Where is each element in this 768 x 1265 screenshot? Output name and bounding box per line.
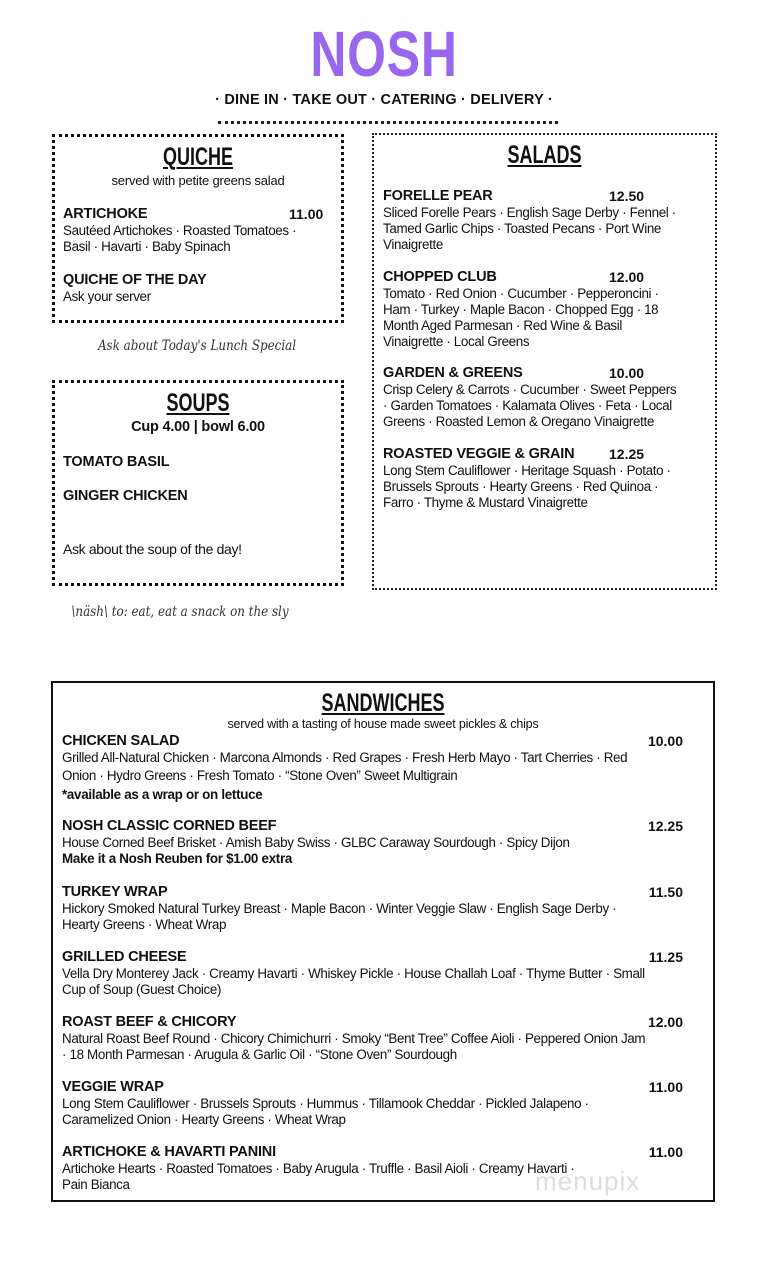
menu-item-price: 11.25 bbox=[648, 949, 683, 965]
menu-item-description: Ham · Turkey · Maple Bacon · Chopped Egg · 18 bbox=[383, 302, 659, 317]
soup-of-day-note: Ask about the soup of the day! bbox=[63, 541, 242, 557]
menu-item-name: VEGGIE WRAP bbox=[62, 1079, 164, 1095]
menu-item-description: Hearty Greens · Wheat Wrap bbox=[62, 917, 227, 932]
menu-item-description: Tamed Garlic Chips · Toasted Pecans · Port Wine bbox=[383, 221, 662, 236]
menu-item-price: 12.00 bbox=[647, 1014, 683, 1030]
menu-item-description: Vinaigrette bbox=[383, 237, 443, 252]
menu-item-price: 11.50 bbox=[648, 884, 683, 900]
menu-item-description: Month Aged Parmesan · Red Wine & Basil bbox=[383, 318, 623, 333]
menu-item-name: TURKEY WRAP bbox=[62, 884, 168, 900]
menu-item-price: 10.00 bbox=[609, 365, 645, 381]
menu-item-name: FORELLE PEAR bbox=[383, 188, 493, 204]
menu-item-name: GARDEN & GREENS bbox=[383, 365, 523, 381]
soup-item: GINGER CHICKEN bbox=[63, 488, 188, 504]
menu-item-name: NOSH CLASSIC CORNED BEEF bbox=[62, 818, 277, 834]
menu-item-description: Artichoke Hearts · Roasted Tomatoes · Baby Arugula · Truffle · Basil Aioli · Creamy Havarti · bbox=[62, 1161, 575, 1176]
soup-prices: Cup 4.00 | bowl 6.00 bbox=[131, 419, 265, 435]
menu-item-description: Caramelized Onion · Hearty Greens · Wheat Wrap bbox=[62, 1112, 346, 1127]
menu-item-description: Ask your server bbox=[63, 289, 151, 304]
menu-item-description: Cup of Soup (Guest Choice) bbox=[62, 982, 222, 997]
menu-item-name: ROASTED VEGGIE & GRAIN bbox=[383, 446, 575, 462]
menu-item-description: Long Stem Cauliflower · Brussels Sprouts · Hummus · Tillamook Cheddar · Pickled Jalapeno · bbox=[62, 1096, 589, 1111]
menu-item-description: Sliced Forelle Pears · English Sage Derby · Fennel · bbox=[383, 205, 676, 220]
menu-item-price: 12.50 bbox=[609, 188, 645, 204]
menu-item-description: Farro · Thyme & Mustard Vinaigrette bbox=[383, 495, 588, 510]
menu-item-description: Pain Bianca bbox=[62, 1177, 130, 1192]
watermark: menupix bbox=[535, 1166, 641, 1196]
menu-item-note: *available as a wrap or on lettuce bbox=[62, 787, 263, 802]
restaurant-logo: NOSH bbox=[310, 18, 458, 90]
lunch-special-note: Ask about Today's Lunch Special bbox=[97, 338, 297, 354]
sandwiches-title: SANDWICHES bbox=[321, 689, 445, 717]
menu-item-name: QUICHE OF THE DAY bbox=[63, 272, 207, 288]
menu-item-name: ARTICHOKE & HAVARTI PANINI bbox=[62, 1144, 276, 1160]
soups-title: SOUPS bbox=[166, 389, 230, 417]
menu-item-description: Onion · Hydro Greens · Fresh Tomato · “Stone Oven” Sweet Multigrain bbox=[62, 768, 458, 783]
menu-item-description: Vinaigrette · Local Greens bbox=[383, 334, 530, 349]
quiche-title: QUICHE bbox=[162, 143, 233, 171]
menu-item-note: Make it a Nosh Reuben for $1.00 extra bbox=[62, 851, 293, 866]
dotted-divider bbox=[218, 121, 558, 124]
menu-item-name: CHICKEN SALAD bbox=[62, 733, 180, 749]
menu-item-price: 12.25 bbox=[609, 446, 645, 462]
menu-item-description: Grilled All-Natural Chicken · Marcona Almonds · Red Grapes · Fresh Herb Mayo · Tart Cherries · Red bbox=[62, 750, 628, 765]
sandwiches-subtitle: served with a tasting of house made sweet pickles & chips bbox=[227, 717, 539, 731]
menu-item-description: Natural Roast Beef Round · Chicory Chimichurri · Smoky “Bent Tree” Coffee Aioli · Peppered Onion Jam bbox=[62, 1031, 646, 1046]
service-tagline: · DINE IN · TAKE OUT · CATERING · DELIVERY · bbox=[215, 92, 553, 108]
soup-item: TOMATO BASIL bbox=[63, 454, 170, 470]
menu-item-description: House Corned Beef Brisket · Amish Baby Swiss · GLBC Caraway Sourdough · Spicy Dijon bbox=[62, 835, 570, 850]
menu-item-description: Long Stem Cauliflower · Heritage Squash · Potato · bbox=[383, 463, 671, 478]
menu-item-description: · 18 Month Parmesan · Arugula & Garlic Oil · “Stone Oven” Sourdough bbox=[62, 1047, 457, 1062]
menu-item-name: GRILLED CHEESE bbox=[62, 949, 187, 965]
menu-item-price: 12.00 bbox=[609, 269, 645, 285]
menu-item-description: · Garden Tomatoes · Kalamata Olives · Feta · Local bbox=[383, 398, 672, 413]
menu-item-price: 11.00 bbox=[648, 1144, 683, 1160]
menu-item-description: Basil · Havarti · Baby Spinach bbox=[63, 239, 231, 254]
menu-item-name: ROAST BEEF & CHICORY bbox=[62, 1014, 237, 1030]
menu-item-price: 11.00 bbox=[289, 206, 324, 222]
menu-item-description: Crisp Celery & Carrots · Cucumber · Sweet Peppers bbox=[383, 382, 677, 397]
menu-item-price: 11.00 bbox=[648, 1079, 683, 1095]
nosh-definition: \näsh\ to: eat, eat a snack on the sly bbox=[71, 604, 289, 620]
menu-item-description: Brussels Sprouts · Hearty Greens · Red Quinoa · bbox=[383, 479, 659, 494]
menu-item-description: Greens · Roasted Lemon & Oregano Vinaigrette bbox=[383, 414, 654, 429]
menu-item-description: Tomato · Red Onion · Cucumber · Pepperoncini · bbox=[383, 286, 659, 301]
menu-item-name: ARTICHOKE bbox=[63, 206, 148, 222]
salads-title: SALADS bbox=[507, 141, 582, 169]
menu-item-name: CHOPPED CLUB bbox=[383, 269, 497, 285]
menu-item-price: 10.00 bbox=[647, 733, 683, 749]
menu-item-price: 12.25 bbox=[647, 818, 683, 834]
menu-item-description: Sautéed Artichokes · Roasted Tomatoes · bbox=[63, 223, 297, 238]
menu-item-description: Vella Dry Monterey Jack · Creamy Havarti · Whiskey Pickle · House Challah Loaf · Thyme Butter · Small bbox=[62, 966, 645, 981]
quiche-subtitle: served with petite greens salad bbox=[111, 173, 285, 188]
menu-item-description: Hickory Smoked Natural Turkey Breast · Maple Bacon · Winter Veggie Slaw · English Sage Derby · bbox=[62, 901, 617, 916]
